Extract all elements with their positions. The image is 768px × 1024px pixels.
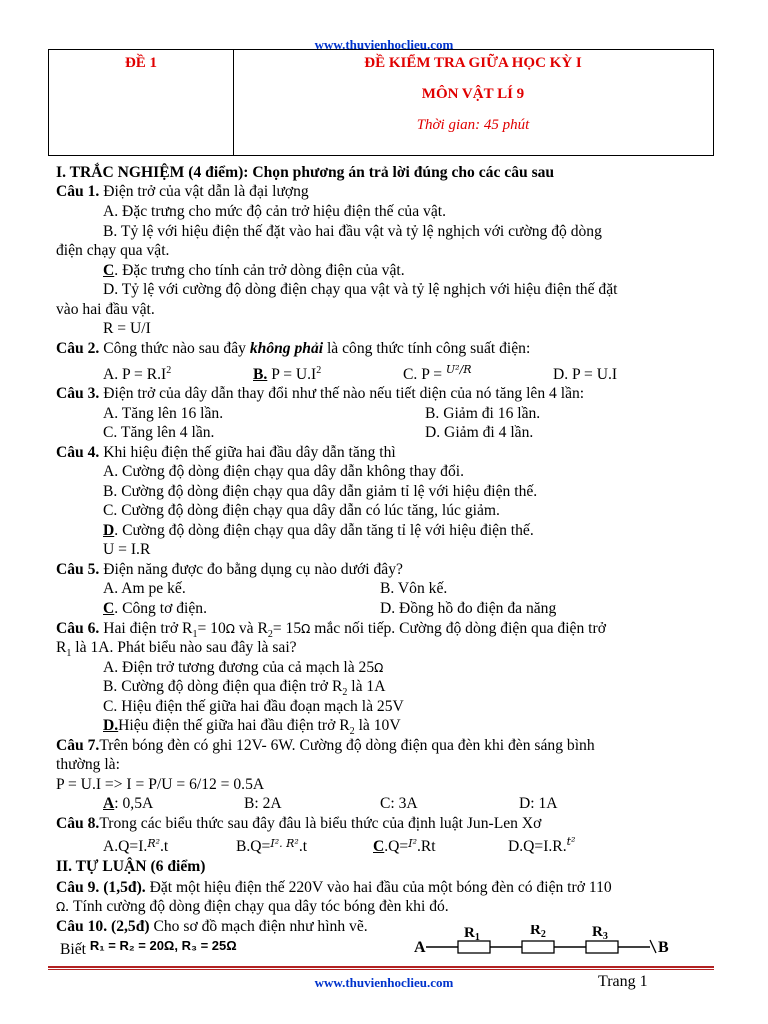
header-right-cell	[233, 50, 713, 155]
q7-option-c: C: 3A	[380, 795, 418, 812]
q9-line	[56, 879, 612, 897]
q4-line	[56, 444, 396, 462]
q7-option-a	[103, 795, 153, 813]
q7-formula: P = U.I => I = P/U = 6/12 = 0.5A	[56, 776, 265, 793]
q6-d-letter: D.	[103, 717, 119, 734]
q10-given-values: R₁ = R₂ = 20Ω, R₃ = 25Ω	[89, 938, 237, 953]
site-url-bottom[interactable]: www.thuvienhoclieu.com	[314, 975, 454, 990]
q8-a-post: .t	[160, 838, 169, 855]
q6-option-c: C. Hiệu điện thế giữa hai đầu đoạn mạch là 25V	[103, 698, 404, 715]
ohm-symbol: Ω	[374, 661, 384, 675]
circuit-label-a: A	[414, 939, 426, 956]
circuit-diagram	[404, 925, 684, 961]
q2-option-b	[253, 366, 321, 384]
q8-c-letter: C	[373, 838, 385, 855]
q6-text3: và R	[234, 620, 268, 637]
label-r1	[464, 925, 480, 943]
q3-option-c: C. Tăng lên 4 lần.	[103, 424, 215, 441]
q8-a-pre: A.Q=I.	[103, 838, 148, 855]
q1-option-d-cont: vào hai đầu vật.	[56, 301, 155, 318]
exam-subject: MÔN VẬT LÍ 9	[421, 86, 525, 102]
site-url-top[interactable]: www.thuvienhoclieu.com	[314, 37, 454, 52]
q10-label: Câu 10. (2,5đ)	[56, 918, 150, 935]
q2-text1: Công thức nào sau đây	[99, 340, 250, 357]
q5-line	[56, 561, 403, 579]
label-r3-sub: 3	[602, 931, 608, 942]
q1-formula: R = U/I	[103, 320, 151, 337]
q4-label: Câu 4.	[56, 444, 100, 461]
q10-line	[56, 918, 368, 936]
q6-text4: = 15	[272, 620, 302, 637]
q1-option-c	[103, 262, 405, 280]
q9-text1: Đặt một hiệu điện thế 220V vào hai đầu của một bóng đèn có điện trở 110	[145, 879, 612, 896]
q7-text1: Trên bóng đèn có ghi 12V- 6W. Cường độ dòng điện qua đèn khi đèn sáng bình	[99, 737, 595, 754]
q8-d-pre: D.Q=I.R.	[508, 838, 567, 855]
q5-c-letter: C	[103, 600, 115, 617]
q2-label: Câu 2.	[56, 340, 100, 357]
q2-line	[56, 340, 530, 358]
footer-rule-thin	[48, 969, 714, 970]
q6-line2	[56, 639, 297, 660]
section2-title: II. TỰ LUẬN (6 điểm)	[56, 858, 206, 875]
q8-option-d	[508, 835, 576, 857]
label-r2-sub: 2	[540, 929, 546, 940]
q8-b-math: I². R²	[270, 837, 299, 850]
label-r3	[592, 925, 608, 942]
q1-c-text: . Đặc trưng cho tính cản trở dòng điện của vật.	[114, 262, 405, 279]
q6-d-post: là 10V	[354, 717, 401, 734]
q4-formula: U = I.R	[103, 541, 151, 558]
label-r2-letter: R	[530, 925, 541, 938]
q1-label: Câu 1.	[56, 183, 100, 200]
wire-end-mark	[650, 940, 656, 953]
q5-option-d: D. Đồng hồ đo điện đa năng	[380, 600, 557, 617]
q6-option-b	[103, 678, 386, 699]
label-r1-letter: R	[464, 925, 475, 941]
exam-header-table	[48, 49, 714, 156]
q5-option-a: A. Am pe kế.	[103, 580, 186, 597]
q2-text2: là công thức tính công suất điện:	[323, 340, 531, 357]
q8-d-math: t²	[566, 835, 576, 848]
q3-line	[56, 385, 584, 403]
q2-emphasis: không phải	[249, 340, 324, 357]
q1-c-letter: C	[103, 262, 115, 279]
q8-c-math: I²	[408, 837, 417, 850]
resistor-r2	[522, 941, 554, 953]
q4-option-b: B. Cường độ dòng điện chạy qua dây dẫn giảm tỉ lệ với hiệu điện thế.	[103, 483, 538, 500]
q3-option-b: B. Giảm đi 16 lần.	[425, 405, 541, 422]
q3-label: Câu 3.	[56, 385, 100, 402]
q3-text: Điện trở của dây dẫn thay đổi như thế nào nếu tiết diện của nó tăng lên 4 lần:	[99, 385, 585, 402]
q4-option-d	[103, 522, 534, 540]
q6-b-sub: 2	[342, 687, 348, 699]
q6-line	[56, 620, 606, 641]
q8-b-post: .t	[298, 838, 308, 855]
q6-label: Câu 6.	[56, 620, 100, 637]
q4-option-c: C. Cường độ dòng điện chạy qua dây dẫn có lúc tăng, lúc giảm.	[103, 502, 500, 519]
q6-option-a	[103, 659, 383, 677]
q5-option-b: B. Vôn kế.	[380, 580, 448, 597]
resistor-r3	[586, 941, 618, 953]
q2-b-letter: B.	[253, 366, 268, 383]
q8-c-post: .Rt	[417, 838, 436, 855]
q2-option-d: D. P = U.I	[553, 366, 618, 383]
q1-option-a: A. Đặc trưng cho mức độ cản trở hiệu điện thế của vật.	[103, 203, 446, 220]
q10-given	[60, 938, 237, 959]
q6-sub1: 1	[192, 629, 198, 641]
page-number: Trang 1	[598, 973, 648, 990]
footer-rule	[48, 966, 714, 968]
q8-option-c	[373, 838, 436, 857]
q9-label: Câu 9. (1,5đ).	[56, 879, 146, 896]
q8-label: Câu 8.	[56, 815, 100, 832]
q2-b-text: P = U.I	[267, 366, 317, 383]
q7-line2: thường là:	[56, 756, 120, 773]
q6-line2-text: là 1A. Phát biểu nào sau đây là sai?	[71, 639, 297, 656]
q6-text1: Hai điện trở R	[99, 620, 193, 637]
q6-sub2: 2	[267, 629, 273, 641]
q10-given-pre: Biết	[60, 941, 86, 958]
q2-option-c	[403, 363, 472, 385]
ohm-symbol: Ω	[225, 622, 235, 636]
q6-b-pre: B. Cường độ dòng điện qua điện trở R	[103, 678, 343, 695]
q7-a-letter: A	[103, 795, 115, 812]
q4-d-letter: D	[103, 522, 115, 539]
exam-time: Thời gian: 45 phút	[416, 117, 530, 133]
q4-d-text: . Cường độ dòng điện chạy qua dây dẫn tăng tỉ lệ với hiệu điện thế.	[114, 522, 534, 539]
label-r3-letter: R	[592, 925, 603, 940]
q2-a-sup: 2	[166, 364, 172, 376]
q8-option-b	[236, 838, 307, 857]
header-left-cell	[49, 50, 234, 155]
q8-text: Trong các biểu thức sau đây đâu là biểu thức của định luật Jun-Len Xơ	[99, 815, 542, 832]
q8-b-pre: B.Q=	[236, 838, 271, 855]
q3-option-a: A. Tăng lên 16 lần.	[103, 405, 224, 422]
circuit-label-b: B	[658, 939, 669, 956]
q7-option-b: B: 2A	[244, 795, 282, 812]
q6-text5: mắc nối tiếp. Cường độ dòng điện qua điện trở	[310, 620, 606, 637]
ohm-symbol: Ω	[56, 900, 66, 914]
q10-text: Cho sơ đồ mạch điện như hình vẽ.	[149, 918, 368, 935]
q8-a-math: R²	[147, 837, 161, 850]
q3-option-d: D. Giảm đi 4 lần.	[425, 424, 534, 441]
section1-title: I. TRẮC NGHIỆM (4 điểm): Chọn phương án trả lời đúng cho các câu sau	[56, 164, 555, 181]
q2-c-fraction: U²/R	[445, 363, 472, 376]
q7-line	[56, 737, 595, 755]
q7-a-text: : 0,5A	[114, 795, 154, 812]
q6-a-text: A. Điện trở tương đương của cả mạch là 25	[103, 659, 375, 676]
q8-c-pre: .Q=	[384, 838, 409, 855]
q6-text2: = 10	[197, 620, 226, 637]
q6-d-sub: 2	[349, 726, 355, 738]
q5-text: Điện năng được đo bằng dụng cụ nào dưới đây?	[99, 561, 403, 578]
q2-a-text: A. P = R.I	[103, 366, 167, 383]
exam-code: ĐỀ 1	[124, 55, 158, 71]
q9-line2	[56, 898, 449, 916]
label-r2	[530, 925, 546, 940]
q5-option-c	[103, 600, 207, 618]
q4-text: Khi hiệu điện thế giữa hai đầu dây dẫn tăng thì	[99, 444, 396, 461]
q5-c-text: . Công tơ điện.	[114, 600, 207, 617]
q6-line2-pre: R	[56, 639, 67, 656]
q6-line2-sub: 1	[66, 648, 72, 660]
q8-option-a	[103, 838, 168, 857]
q5-label: Câu 5.	[56, 561, 100, 578]
q2-b-sup: 2	[316, 364, 322, 376]
q1-option-b: B. Tỷ lệ với hiệu điện thế đặt vào hai đầu vật và tỷ lệ nghịch với cường độ dòng	[103, 223, 602, 240]
q9-text2: . Tính cường độ dòng điện chạy qua dây tóc bóng đèn khi đó.	[65, 898, 449, 915]
q7-label: Câu 7.	[56, 737, 100, 754]
exam-title: ĐỀ KIỂM TRA GIỮA HỌC KỲ I	[364, 55, 582, 71]
label-r1-sub: 1	[474, 932, 480, 943]
q6-option-d	[103, 717, 401, 738]
q1-line	[56, 183, 309, 201]
q7-option-d: D: 1A	[519, 795, 558, 812]
q1-option-d: D. Tỷ lệ với cường độ dòng điện chạy qua vật và tỷ lệ nghịch với hiệu điện thế đặt	[103, 281, 618, 298]
q2-option-a	[103, 366, 171, 384]
q1-text: Điện trở của vật dẫn là đại lượng	[99, 183, 309, 200]
q6-b-post: là 1A	[347, 678, 386, 695]
q6-d-pre: Hiệu điện thế giữa hai đầu điện trở R	[118, 717, 350, 734]
ohm-symbol: Ω	[301, 622, 311, 636]
q1-option-b-cont: điện chạy qua vật.	[56, 242, 170, 259]
q8-line	[56, 815, 541, 833]
q4-option-a: A. Cường độ dòng điện chạy qua dây dẫn không thay đổi.	[103, 463, 465, 480]
q2-c-text: C. P =	[403, 366, 446, 383]
